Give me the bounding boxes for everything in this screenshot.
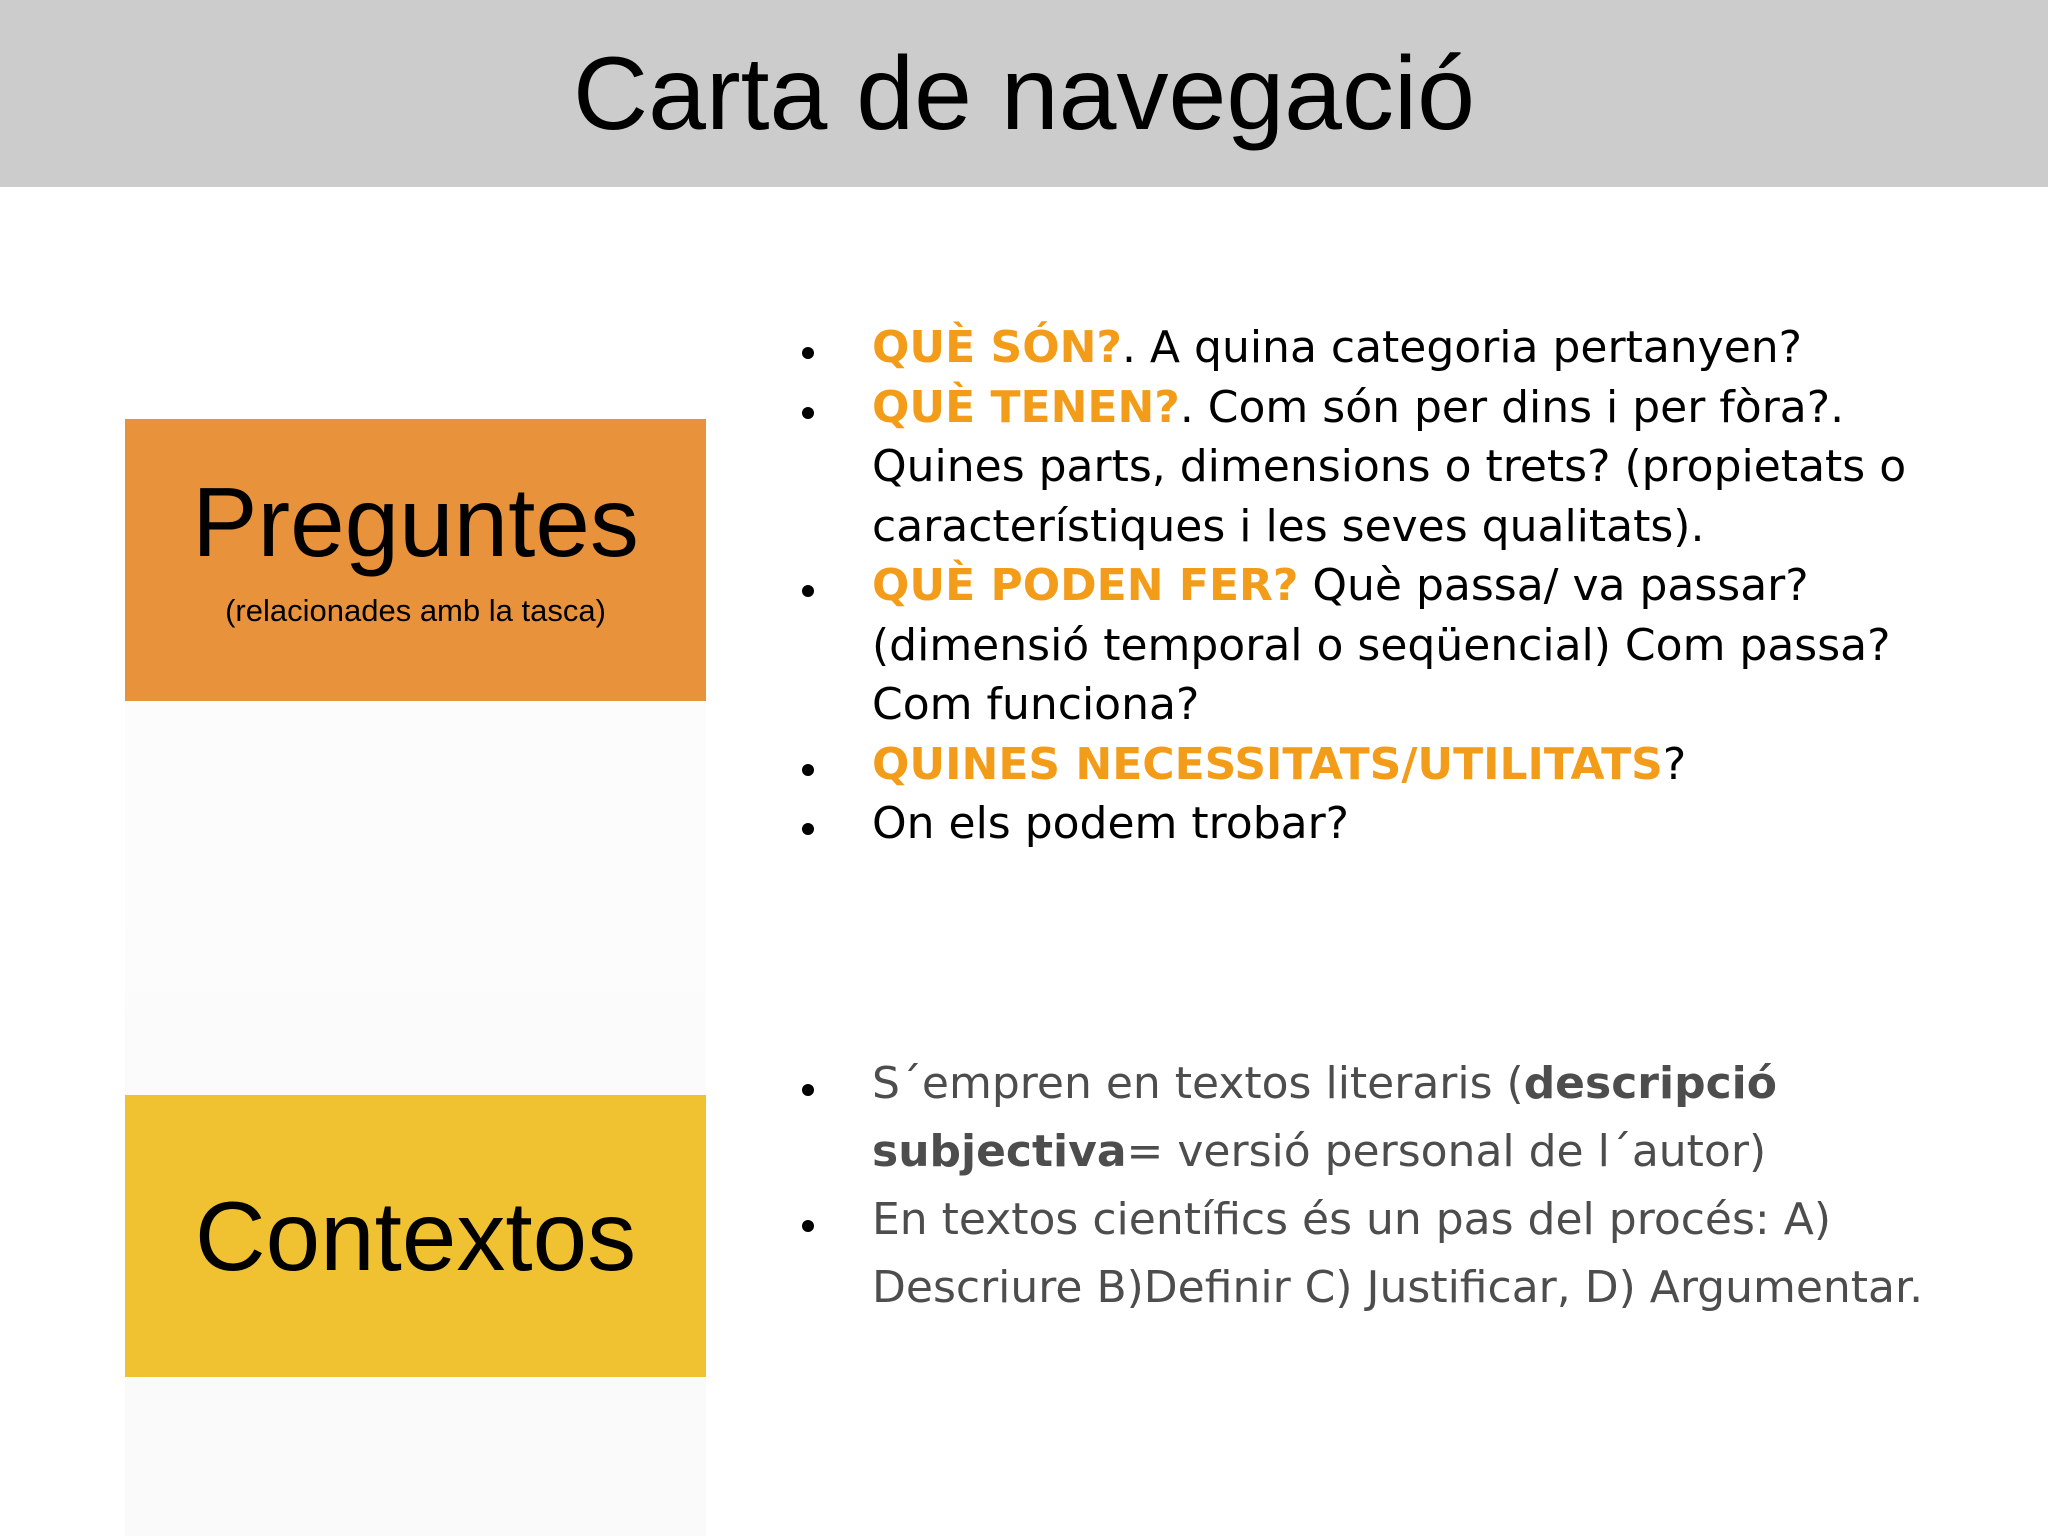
bullet-icon	[802, 764, 814, 776]
bullet-icon	[802, 1220, 814, 1232]
question-text: . A quina categoria pertanyen?	[1121, 322, 1803, 373]
list-item	[872, 1050, 1982, 1186]
question-highlight: QUÈ TENEN?	[872, 381, 1180, 433]
question-highlight: QUÈ PODEN FER?	[872, 560, 1299, 611]
preguntes-title: Preguntes	[192, 467, 639, 577]
list-item	[872, 318, 1982, 378]
bullet-icon	[802, 823, 814, 835]
bullet-icon	[802, 1084, 814, 1096]
bullet-icon	[802, 347, 814, 359]
contextos-title: Contextos	[194, 1181, 637, 1291]
slide-title: Carta de navegació	[573, 35, 1475, 152]
bullet-icon	[802, 585, 814, 597]
bullet-icon	[802, 407, 814, 419]
list-item	[872, 794, 1982, 854]
list-item	[872, 735, 1982, 795]
contextos-box	[125, 1095, 706, 1377]
question-highlight: QUINES NECESSITATS/UTILITATS	[872, 738, 1663, 790]
context-text-pre: S´empren en textos literaris (	[872, 1058, 1524, 1109]
contextos-list	[872, 1050, 1982, 1322]
question-text: . Com són per dins i per fòra?. Quines parts, dimensions o trets? (propietats o característiques i les seves qualitats).	[872, 381, 1907, 552]
context-text: En textos científics és un pas del procés: A) Descriure B)Definir C) Justificar, D) Argumentar.	[872, 1194, 1924, 1313]
question-text: Què passa/ va passar? (dimensió temporal o seqüencial) Com passa? Com funciona?	[872, 560, 1891, 730]
preguntes-subtitle: (relacionades amb la tasca)	[225, 593, 606, 628]
preguntes-box	[125, 419, 706, 701]
question-highlight: QUÈ SÓN?	[872, 322, 1122, 373]
title-bar	[0, 0, 2048, 187]
preguntes-list	[872, 318, 1982, 854]
list-item	[872, 556, 1982, 735]
list-item	[872, 378, 1982, 557]
context-text-post: = versió personal de l´autor)	[1126, 1126, 1767, 1177]
context-bold-term: descripció subjectiva	[872, 1058, 1777, 1177]
question-text: ?	[1662, 738, 1687, 790]
question-text: On els podem trobar?	[872, 798, 1350, 849]
list-item	[872, 1186, 1982, 1322]
